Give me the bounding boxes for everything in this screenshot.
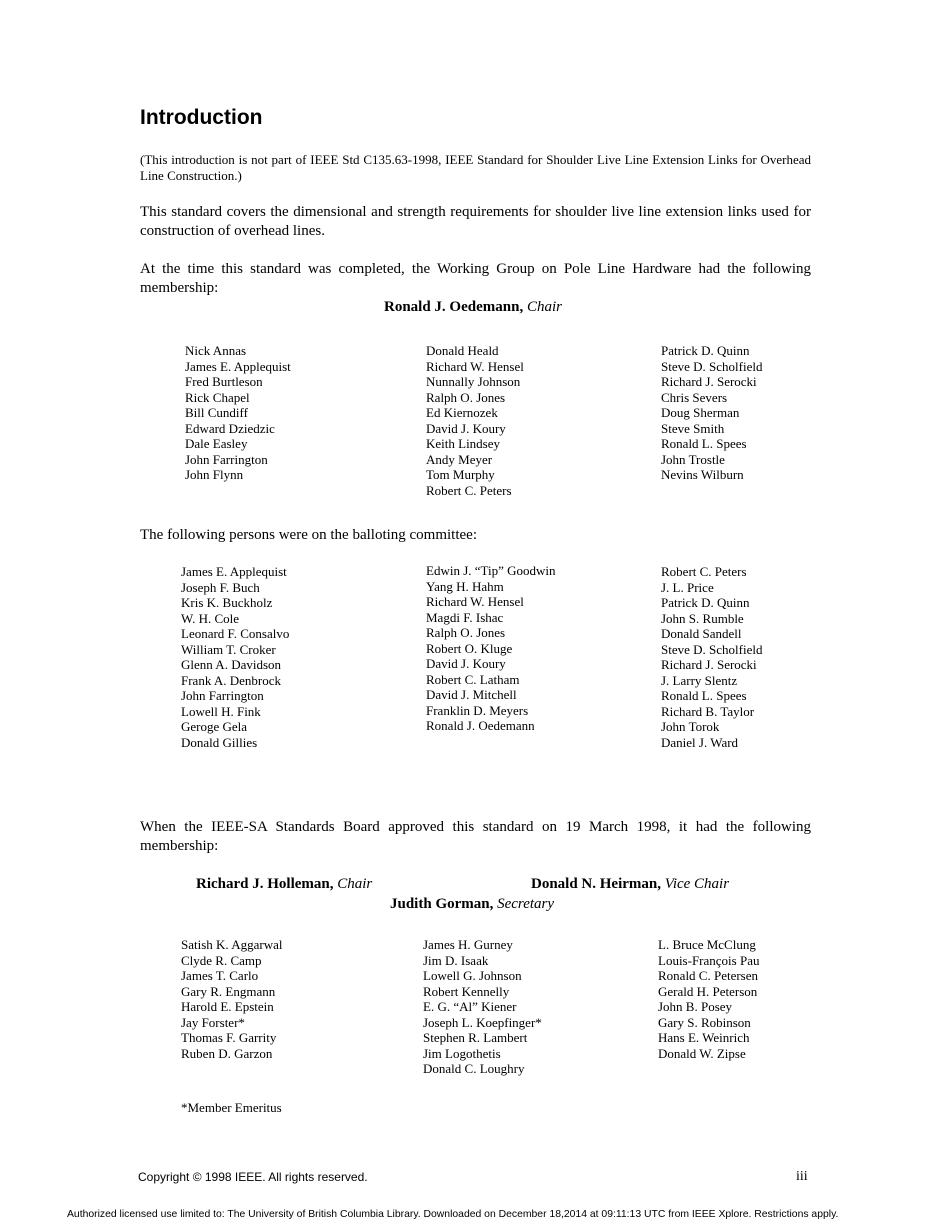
member-name: Stephen R. Lambert [423, 1030, 528, 1045]
member-name: Edward Dziedzic [185, 420, 275, 436]
working-group-column [661, 343, 762, 483]
member-name: E. G. “Al” Kiener [423, 999, 517, 1014]
member-name: Patrick D. Quinn [661, 595, 750, 610]
member-name: Nevins Wilburn [661, 467, 744, 482]
member-name: Geroge Gela [181, 719, 248, 734]
member-name: Richard B. Taylor [661, 703, 755, 719]
member-name: James E. Applequist [185, 358, 291, 374]
standards-board-column [181, 937, 282, 1061]
member-name: Clyde R. Camp [181, 952, 262, 968]
standards-board-column [658, 937, 759, 1061]
member-name: Ronald J. Oedemann [426, 718, 535, 733]
member-name: Patrick D. Quinn [661, 343, 750, 358]
member-name: Richard W. Hensel [426, 594, 524, 609]
member-name: Richard J. Serocki [661, 657, 757, 672]
member-name: Donald C. Loughry [423, 1061, 525, 1076]
member-name: Ralph O. Jones [426, 389, 506, 405]
balloting-column [181, 564, 289, 750]
member-name: J. Larry Slentz [661, 672, 738, 688]
member-emeritus-note: *Member Emeritus [181, 1100, 282, 1115]
member-name: Gary R. Engmann [181, 983, 276, 999]
member-name: Robert O. Kluge [426, 640, 513, 656]
member-name: Richard J. Serocki [661, 374, 757, 389]
scope-paragraph: This standard covers the dimensional and strength requirements for shoulder live line extension links used for construction of overhead lines. [140, 204, 811, 239]
member-name: David J. Mitchell [426, 687, 517, 702]
member-name: Tom Murphy [426, 467, 495, 482]
standards-board-paragraph: When the IEEE-SA Standards Board approved this standard on 19 March 1998, it had the following membership: [140, 819, 811, 854]
member-name: Daniel J. Ward [661, 734, 739, 750]
member-name: Bill Cundiff [185, 405, 248, 420]
member-name: Robert C. Peters [426, 482, 512, 498]
member-name: Kris K. Buckholz [181, 595, 273, 610]
introduction-note: (This introduction is not part of IEEE Std C135.63-1998, IEEE Standard for Shoulder Live Line Extension Links for Overhead Line Construction.) [140, 152, 811, 183]
member-name: Gerald H. Peterson [658, 983, 758, 999]
member-name: Satish K. Aggarwal [181, 937, 283, 952]
member-name: Nunnally Johnson [426, 374, 521, 389]
member-name: John B. Posey [658, 999, 733, 1014]
chair-role: Chair [337, 876, 373, 892]
member-name: Ronald L. Spees [661, 688, 747, 703]
member-name: Jay Forster* [181, 1014, 245, 1030]
working-group-chair [384, 298, 562, 317]
member-name: Keith Lindsey [426, 436, 501, 451]
balloting-paragraph: The following persons were on the balloting committee: [140, 527, 478, 543]
license-notice: Authorized licensed use limited to: The University of British Columbia Library. Downloaded on December 18,2014 at 09:11:13 UTC from IEEE Xplore. Restrictions apply. [67, 1209, 839, 1220]
member-name: Frank A. Denbrock [181, 672, 282, 688]
member-name: Edwin J. “Tip” Goodwin [426, 563, 556, 578]
balloting-column [426, 563, 556, 734]
member-name: Hans E. Weinrich [658, 1030, 750, 1045]
member-name: W. H. Cole [181, 610, 240, 626]
member-name: Donald W. Zipse [658, 1045, 746, 1061]
standards-board-vice-chair [531, 875, 729, 894]
member-name: Andy Meyer [426, 451, 493, 467]
member-name: Glenn A. Davidson [181, 657, 282, 672]
member-name: Robert C. Peters [661, 564, 747, 579]
member-name: John Farrington [181, 688, 264, 703]
vice-chair-name: Donald N. Heirman, [531, 876, 662, 892]
member-name: Ronald C. Petersen [658, 968, 759, 983]
member-name: John Farrington [185, 451, 268, 467]
standards-board-column [423, 937, 542, 1077]
working-group-column [426, 343, 524, 498]
balloting-column [661, 564, 762, 750]
member-name: Chris Severs [661, 389, 728, 405]
member-name: Nick Annas [185, 343, 247, 358]
page-heading: Introduction [140, 106, 263, 129]
member-name: John Flynn [185, 467, 244, 482]
member-name: L. Bruce McClung [658, 937, 756, 952]
member-name: Magdi F. Ishac [426, 609, 504, 625]
member-name: J. L. Price [661, 579, 714, 595]
member-name: William T. Croker [181, 641, 276, 657]
member-name: Lowell H. Fink [181, 703, 261, 719]
member-name: Thomas F. Garrity [181, 1030, 277, 1045]
working-group-paragraph: At the time this standard was completed, the Working Group on Pole Line Hardware had the following membership: [140, 261, 811, 296]
member-name: John Torok [661, 719, 720, 734]
member-name: Jim Logothetis [423, 1045, 501, 1061]
member-name: James T. Carlo [181, 968, 259, 983]
member-name: Donald Heald [426, 343, 499, 358]
chair-name: Ronald J. Oedemann, [384, 299, 524, 315]
member-name: David J. Koury [426, 420, 506, 436]
member-name: Leonard F. Consalvo [181, 626, 290, 641]
member-name: Harold E. Epstein [181, 999, 274, 1014]
member-name: Jim D. Isaak [423, 952, 489, 968]
member-name: Robert Kennelly [423, 983, 510, 999]
secretary-role: Secretary [497, 896, 555, 912]
member-name: Lowell G. Johnson [423, 968, 522, 983]
member-name: Joseph F. Buch [181, 579, 260, 595]
member-name: Ruben D. Garzon [181, 1045, 273, 1061]
member-name: Donald Gillies [181, 734, 258, 750]
member-name: John Trostle [661, 451, 725, 467]
secretary-name: Judith Gorman, [390, 896, 494, 912]
member-name: Doug Sherman [661, 405, 740, 420]
chair-role: Chair [526, 299, 562, 315]
member-name: Ed Kiernozek [426, 405, 498, 420]
member-name: Rick Chapel [185, 389, 250, 405]
member-name: Richard W. Hensel [426, 358, 524, 374]
member-name: Steve D. Scholfield [661, 358, 763, 374]
member-name: Ralph O. Jones [426, 625, 506, 640]
member-name: Steve Smith [661, 420, 725, 436]
standards-board-chair [196, 875, 372, 894]
page-number: iii [796, 1169, 808, 1184]
member-name: Franklin D. Meyers [426, 702, 529, 718]
member-name: Louis-François Pau [658, 952, 760, 968]
copyright-notice: Copyright © 1998 IEEE. All rights reserved. [138, 1170, 368, 1184]
member-name: Fred Burtleson [185, 374, 263, 389]
chair-name: Richard J. Holleman, [196, 876, 334, 892]
member-name: Robert C. Latham [426, 671, 520, 687]
member-name: John S. Rumble [661, 610, 744, 626]
standards-board-secretary [390, 895, 554, 914]
member-name: David J. Koury [426, 656, 506, 671]
member-name: Joseph L. Koepfinger* [423, 1014, 542, 1030]
member-name: James E. Applequist [181, 564, 287, 579]
member-name: James H. Gurney [423, 937, 513, 952]
member-name: Gary S. Robinson [658, 1014, 751, 1030]
member-name: Yang H. Hahm [426, 578, 504, 594]
member-name: Donald Sandell [661, 626, 742, 641]
vice-chair-role: Vice Chair [664, 876, 730, 892]
member-name: Steve D. Scholfield [661, 641, 763, 657]
member-name: Dale Easley [185, 436, 248, 451]
member-name: Ronald L. Spees [661, 436, 747, 451]
working-group-column [185, 343, 291, 483]
